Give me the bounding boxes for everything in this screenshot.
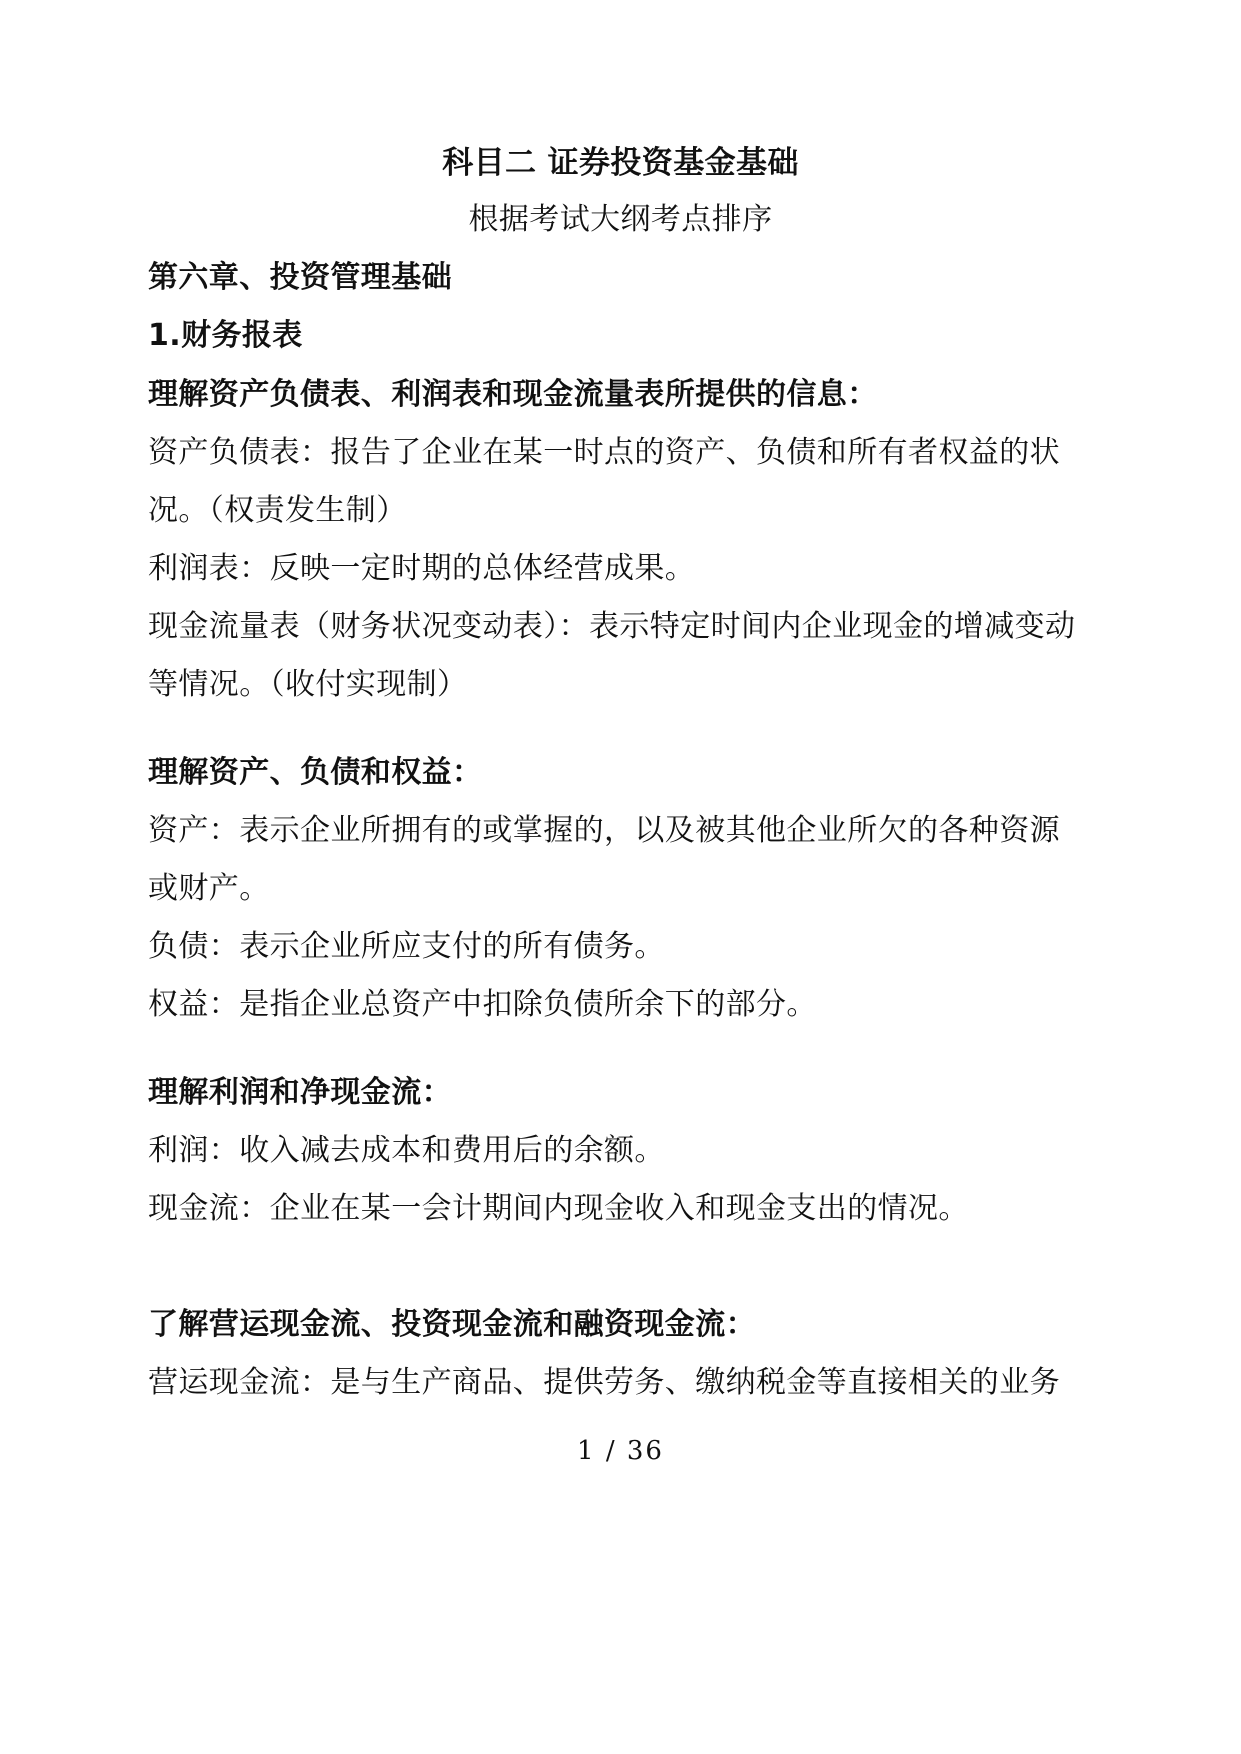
paragraph-assets: 资产：表示企业所拥有的或掌握的，以及被其他企业所欠的各种资源 — [148, 813, 1060, 848]
paragraph-assets-cont: 或财产。 — [148, 871, 270, 906]
section-heading: 1.财务报表 — [148, 318, 303, 353]
document-subtitle: 根据考试大纲考点排序 — [468, 202, 773, 237]
paragraph-cash-flow-statement: 现金流量表（财务状况变动表）：表示特定时间内企业现金的增减变动 — [148, 609, 1076, 644]
paragraph-cash-flow: 现金流：企业在某一会计期间内现金收入和现金支出的情况。 — [148, 1191, 969, 1226]
topic-heading-assets: 理解资产、负债和权益： — [148, 755, 483, 790]
page-number: 1 / 36 — [577, 1436, 664, 1466]
document-title: 科目二 证券投资基金基础 — [442, 145, 799, 181]
topic-heading-profit: 理解利润和净现金流： — [148, 1075, 452, 1110]
paragraph-income-statement: 利润表：反映一定时期的总体经营成果。 — [148, 551, 696, 586]
paragraph-profit: 利润：收入减去成本和费用后的余额。 — [148, 1133, 665, 1168]
topic-heading-statements: 理解资产负债表、利润表和现金流量表所提供的信息： — [148, 377, 878, 412]
paragraph-cash-flow-statement-cont: 等情况。（收付实现制） — [148, 667, 468, 702]
paragraph-equity: 权益：是指企业总资产中扣除负债所余下的部分。 — [148, 987, 817, 1022]
paragraph-balance-sheet-cont: 况。（权责发生制） — [148, 493, 407, 528]
chapter-heading: 第六章、投资管理基础 — [148, 260, 452, 295]
paragraph-liabilities: 负债：表示企业所应支付的所有债务。 — [148, 929, 665, 964]
topic-heading-cash-flow-types: 了解营运现金流、投资现金流和融资现金流： — [148, 1307, 756, 1342]
paragraph-operating-cash-flow: 营运现金流：是与生产商品、提供劳务、缴纳税金等直接相关的业务 — [148, 1365, 1060, 1400]
paragraph-balance-sheet: 资产负债表：报告了企业在某一时点的资产、负债和所有者权益的状 — [148, 435, 1060, 470]
